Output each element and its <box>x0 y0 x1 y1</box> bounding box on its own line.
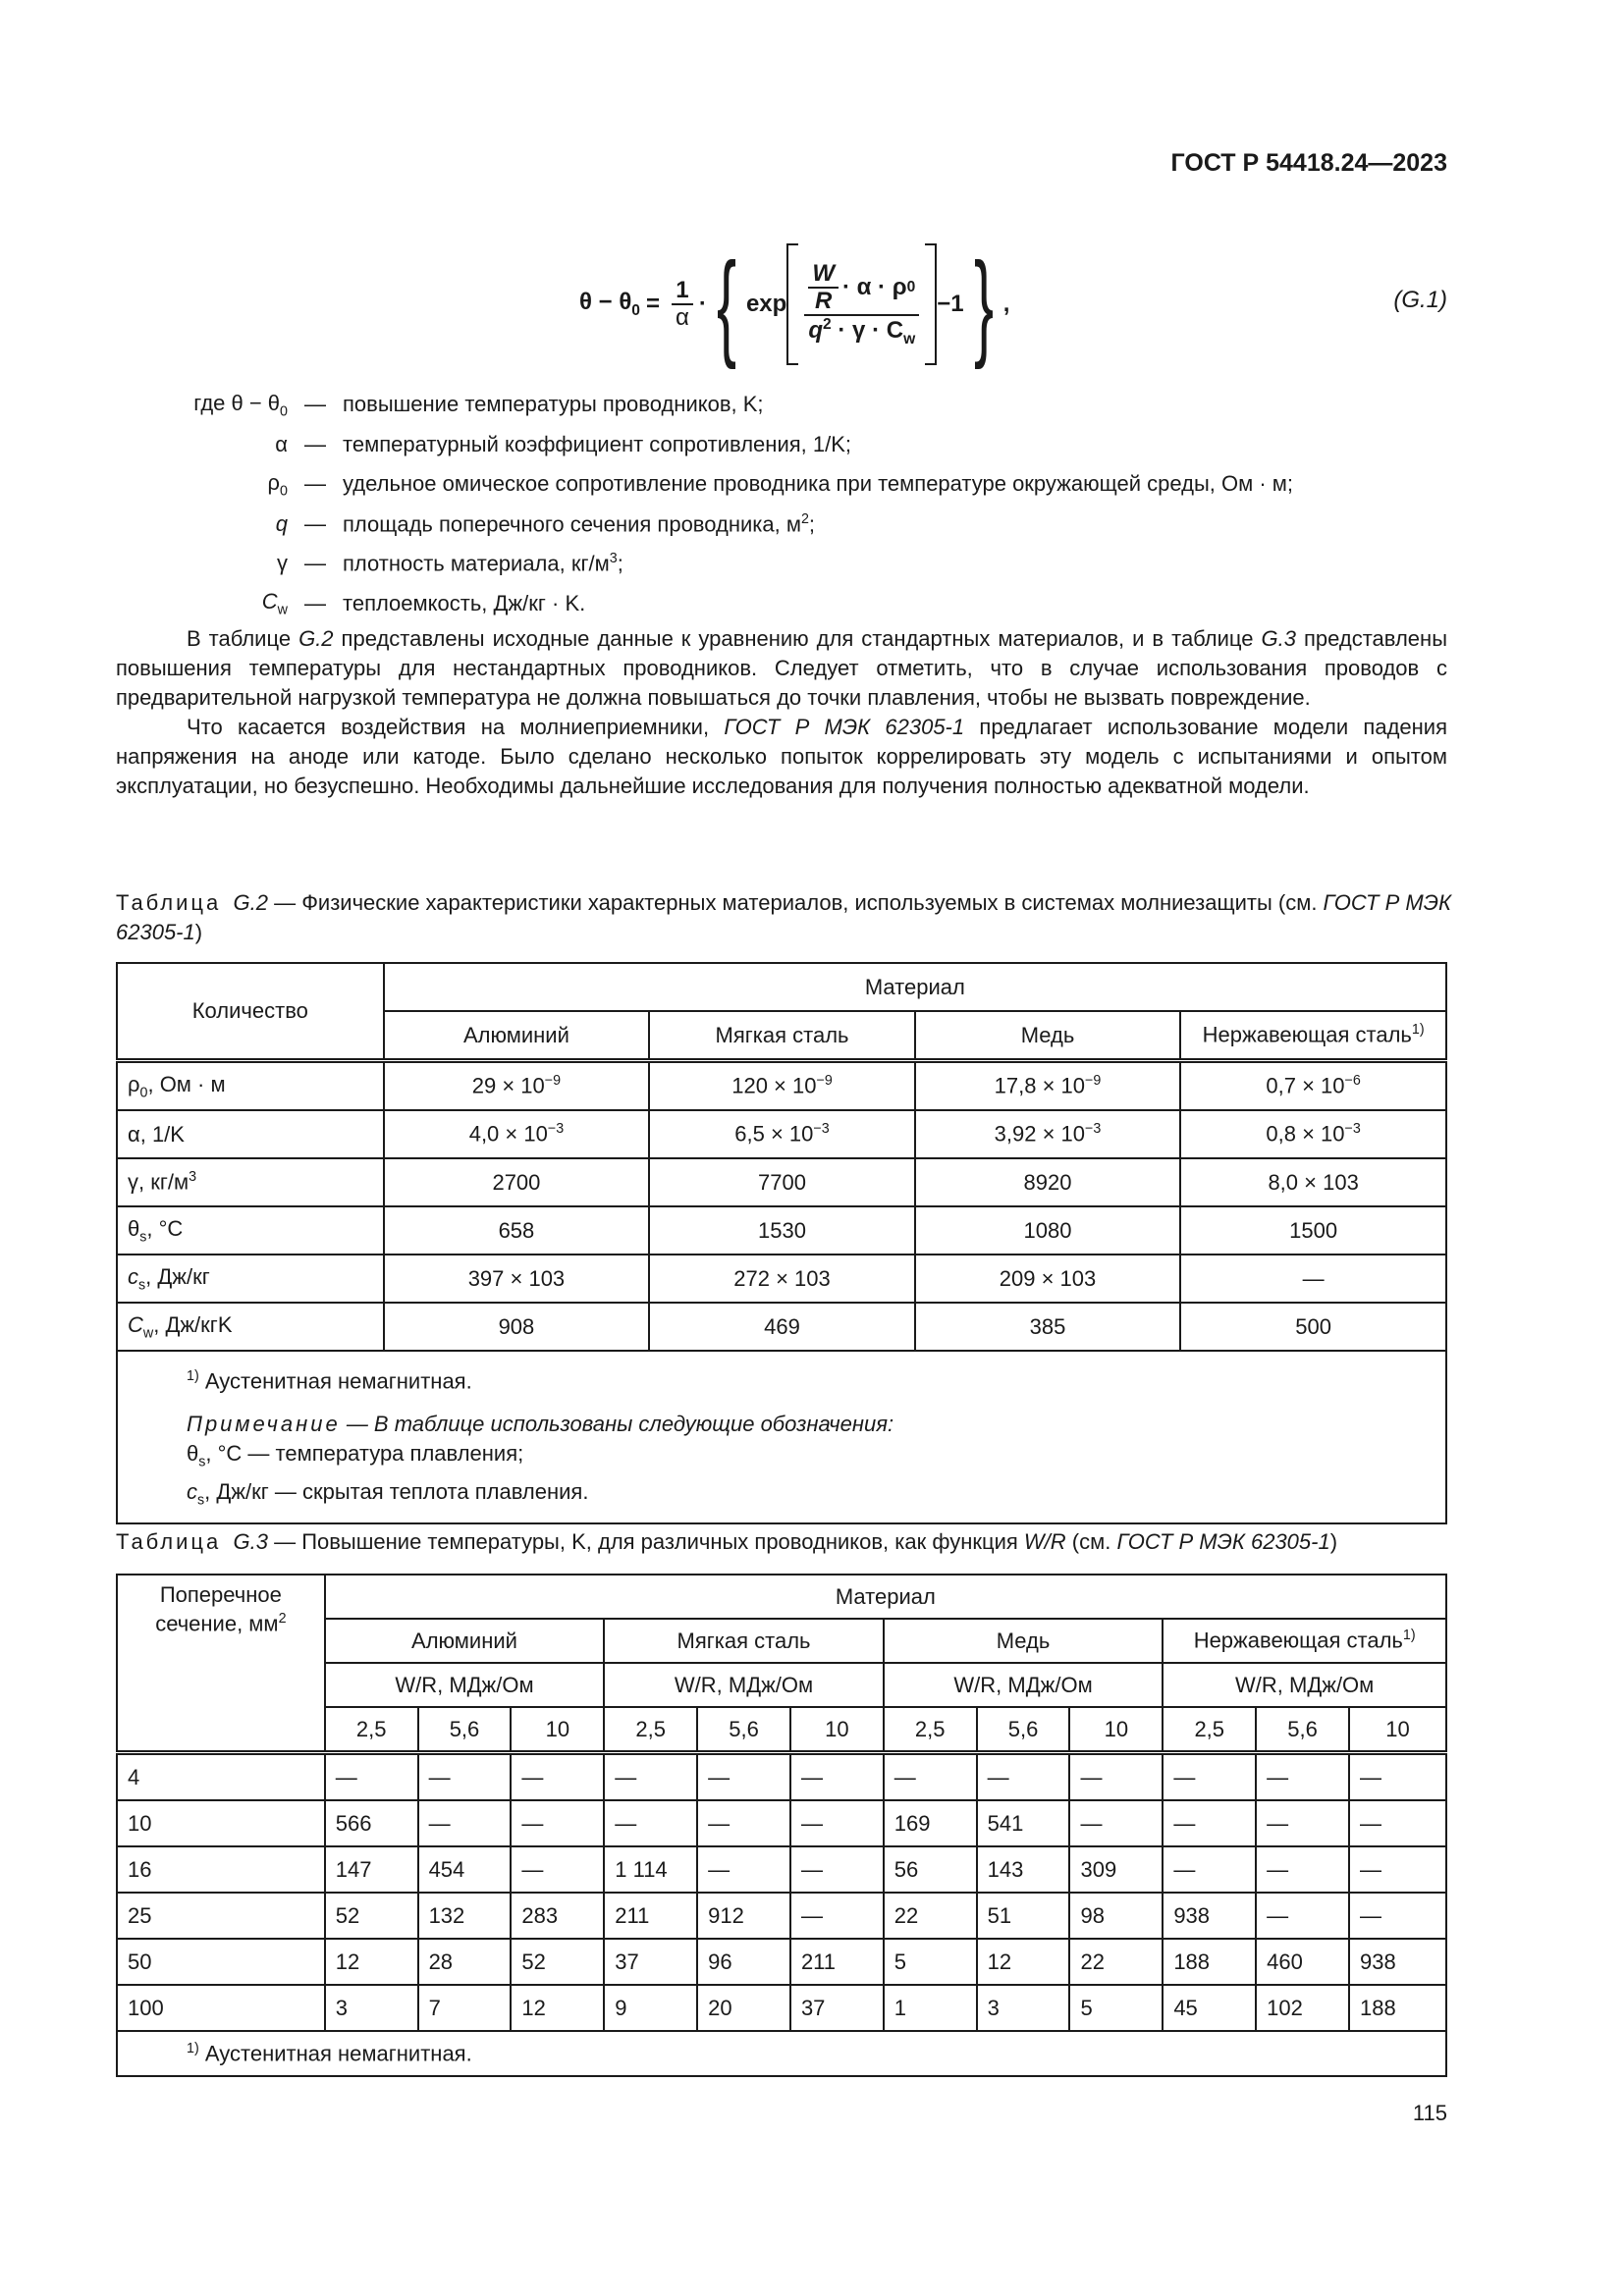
header-wr: W/R, МДж/Ом <box>884 1663 1164 1707</box>
formula-inner-fraction: $\frac{W}{R}$ · α · ρ 0 $q^2 \cdot \gamma \cdot C_w$ <box>804 261 919 348</box>
table-g3-caption: Таблица G.3 — Повышение температуры, K, для различных проводников, как функция W/R (см. ГОСТ Р МЭК 62305-1) <box>116 1529 1338 1554</box>
header-mild-steel: Мягкая сталь <box>649 1011 915 1061</box>
legend-item: $\rho_0$ — удельное омическое сопротивление проводника при температуре окружающей среды, Ом · м; <box>267 469 1293 499</box>
header-wr-value: 10 <box>1069 1707 1163 1753</box>
header-wr: W/R, МДж/Ом <box>604 1663 884 1707</box>
legend-item: q — площадь поперечного сечения проводника, $м^2$; <box>275 510 816 536</box>
paragraph-2: Что касается воздействия на молниеприемники, ГОСТ Р МЭК 62305-1 предлагает использование модели падения напряжения на аноде или катоде. Было сделано несколько попыток коррелировать эту модель с испытаниями и опытом эксплуатации, но безуспешно. Необходимы дальнейшие исследования для получения полностью адекватной модели. <box>116 715 1448 798</box>
table-g2-caption: Таблица G.2 — Физические характеристики характерных материалов, используемых в системах молниезащиты (см. ГОСТ Р МЭК 62305-1) <box>116 890 1451 944</box>
note-line: $c_s$, Дж/кг — скрытая теплота плавления. <box>187 1478 589 1509</box>
formula-equals: = <box>645 291 660 317</box>
footnote: $^{1)}$ Аустенитная немагнитная. <box>117 2031 1446 2076</box>
header-wr-value: 2,5 <box>325 1707 418 1753</box>
formula-g1: $\theta - \theta_0$ = $\frac{1}{\alpha}$ · { exp $\frac{W}{R}$ · α · ρ 0 $q^2 \cdot \gamma \cdot C_w$ −1 } , <box>579 239 1010 370</box>
header-wr-value: 10 <box>511 1707 604 1753</box>
note: Примечание — В таблице использованы следующие обозначения: <box>187 1412 894 1437</box>
header-copper: Медь <box>884 1619 1164 1663</box>
header-wr-value: 5,6 <box>1256 1707 1349 1753</box>
header-stainless-steel: Нержавеющая сталь$^{1)}$ <box>1163 1619 1446 1663</box>
left-bracket <box>786 243 798 365</box>
table-row: $c_s$, Дж/кг 397 × 103 272 × 103 209 × 103 — <box>117 1255 1446 1303</box>
paragraph-1: В таблице G.2 представлены исходные данные к уравнению для стандартных материалов, и в таблице G.3 представлены повышения температуры для нестандартных проводников. Следует отметить, что в случае использования проводов с предварительной нагрузкой температура не должна повышаться до точки плавления, чтобы не вызвать повреждение. <box>116 626 1448 710</box>
header-material: Материал <box>384 963 1446 1011</box>
table-row: 4 — — — — — — — — — — — — <box>117 1753 1446 1801</box>
header-wr: W/R, МДж/Ом <box>1163 1663 1446 1707</box>
header-wr-value: 10 <box>1349 1707 1446 1753</box>
header-wr-value: 10 <box>790 1707 884 1753</box>
formula-lhs: $\theta - \theta_0$ <box>579 289 640 319</box>
table-row: $C_w$, Дж/кгK 908 469 385 500 <box>117 1303 1446 1351</box>
header-wr-value: 5,6 <box>697 1707 790 1753</box>
header-wr-value: 5,6 <box>977 1707 1070 1753</box>
legend-item: α — температурный коэффициент сопротивления, 1/K; <box>275 431 851 456</box>
formula-number: (G.1) <box>1393 287 1447 313</box>
header-section: Поперечное сечение, $мм^2$ <box>117 1575 325 1753</box>
header-aluminium: Алюминий <box>384 1011 650 1061</box>
header-mild-steel: Мягкая сталь <box>604 1619 884 1663</box>
footnote: $^{1)}$ Аустенитная немагнитная. <box>187 1368 472 1394</box>
header-wr: W/R, МДж/Ом <box>325 1663 605 1707</box>
formula-legend <box>128 385 1293 623</box>
header-aluminium: Алюминий <box>325 1619 605 1663</box>
table-row: $\rho_0$, Ом · м $29 \times 10^{-9}$ $120 \times 10^{-9}$ $17,8 \times 10^{-9}$ $0,7 \times 10^{-6}$ <box>117 1061 1446 1111</box>
header-stainless-steel: Нержавеющая сталь$^{1)}$ <box>1180 1011 1446 1061</box>
table-g2-footer <box>117 1351 1446 1523</box>
header-wr-value: 5,6 <box>418 1707 512 1753</box>
legend-item: $C_w$ — теплоемкость, Дж/кг · K. <box>261 589 586 618</box>
header-wr-value: 2,5 <box>1163 1707 1256 1753</box>
note-line: $\theta_s$, °C — температура плавления; <box>187 1441 524 1470</box>
left-brace: { <box>716 239 736 370</box>
table-g2 <box>116 962 1447 1524</box>
table-row: $\theta_s$, °C 658 1530 1080 1500 <box>117 1206 1446 1255</box>
body-paragraphs <box>116 624 1447 801</box>
table-row: 25 52 132 283 211 912 — 22 51 98 938 — — <box>117 1893 1446 1939</box>
right-bracket <box>925 243 937 365</box>
formula-exp: exp <box>745 291 787 317</box>
formula-fraction-1-alpha: $\frac{1}{\alpha}$ <box>672 278 693 332</box>
header-wr-value: 2,5 <box>884 1707 977 1753</box>
legend-item: где $\theta - \theta_0$ — повышение температуры проводников, K; <box>193 390 764 419</box>
table-row: γ, $кг/м^3$ 2700 7700 8920 8,0 × 103 <box>117 1158 1446 1206</box>
table-g3-footer <box>117 2031 1446 2076</box>
table-row: α, 1/K $4,0 \times 10^{-3}$ $6,5 \times 10^{-3}$ $3,92 \times 10^{-3}$ $0,8 \times 10^{-3}$ <box>117 1110 1446 1158</box>
table-row: 100 3 7 12 9 20 37 1 3 5 45 102 188 <box>117 1985 1446 2031</box>
document-code: ГОСТ Р 54418.24—2023 <box>1170 149 1447 177</box>
header-wr-value: 2,5 <box>604 1707 697 1753</box>
table-row: 50 12 28 52 37 96 211 5 12 22 188 460 938 <box>117 1939 1446 1985</box>
legend-item: γ — плотность материала, $кг/м^3$; <box>277 551 623 576</box>
header-quantity: Количество <box>117 963 384 1061</box>
page-number: 115 <box>1412 2101 1447 2125</box>
table-row: 16 147 454 — 1 114 — — 56 143 309 — — — <box>117 1846 1446 1893</box>
table-row: 10 566 — — — — — 169 541 — — — — <box>117 1800 1446 1846</box>
right-brace: } <box>973 239 994 370</box>
table-g3 <box>116 1574 1447 2077</box>
header-copper: Медь <box>915 1011 1180 1061</box>
header-material: Материал <box>325 1575 1446 1619</box>
